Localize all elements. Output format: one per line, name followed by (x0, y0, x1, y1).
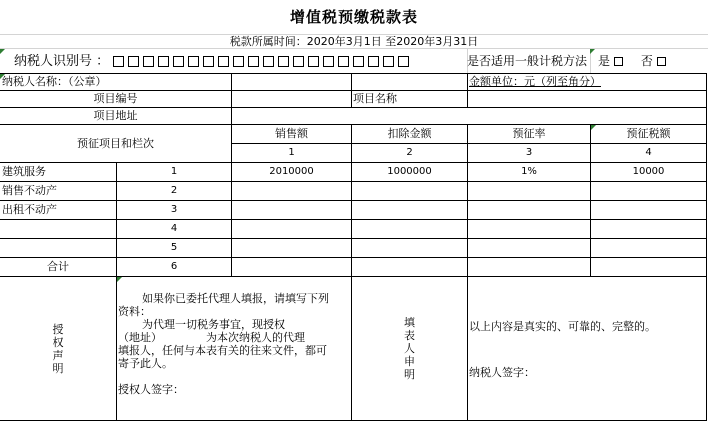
general-method-row (467, 49, 587, 73)
deduction-cell[interactable] (352, 182, 467, 200)
declaration-label-text (403, 316, 417, 381)
taxpayer-id-digit-box[interactable] (338, 56, 349, 67)
auth-line: 寄予此人。 (118, 357, 173, 370)
tax-cell[interactable] (591, 258, 706, 276)
vertical-label-char: 填 (404, 316, 415, 329)
comment-marker-icon (117, 277, 122, 282)
general-method-options (598, 49, 666, 73)
project-address-label: 项目地址 (93, 109, 138, 122)
declaration-label (352, 277, 467, 420)
tax-cell[interactable] (591, 220, 706, 238)
taxpayer-id-digit-box[interactable] (113, 56, 124, 67)
row-item-label (2, 239, 116, 257)
col-index: 3 (525, 147, 533, 158)
rate-cell[interactable] (468, 220, 590, 238)
project-name-field[interactable] (468, 91, 706, 107)
vertical-label-char: 授 (52, 322, 64, 336)
rate-cell[interactable]: 1% (521, 166, 537, 177)
no-label: 否 (640, 54, 653, 68)
tax-cell[interactable] (591, 201, 706, 219)
taxpayer-id-digit-box[interactable] (278, 56, 289, 67)
deduction-cell[interactable] (352, 220, 467, 238)
amount-unit: 金额单位：元（列至角分） (469, 75, 601, 88)
vertical-label-char: 权 (52, 335, 64, 349)
general-method-label: 是否适用一般计税方法 (467, 54, 588, 68)
auth-line: 填报人，任何与本表有关的往来文件，都可 (118, 344, 327, 357)
project-number-field[interactable] (232, 91, 351, 107)
declaration-statement: 以上内容是真实的、可靠的、完整的。 (469, 320, 656, 333)
tax-cell[interactable] (591, 239, 706, 257)
taxpayer-id-digit-box[interactable] (383, 56, 394, 67)
address-label: （地址） (118, 331, 162, 344)
taxpayer-id-label: 纳税人识别号 ： (14, 54, 110, 69)
authorization-label (0, 277, 116, 420)
border (0, 420, 707, 421)
taxpayer-id-digit-box[interactable] (398, 56, 409, 67)
auth-line-tail: 为本次纳税人的代理 (206, 331, 305, 344)
row-item-label: 合计 (47, 260, 69, 273)
rate-cell[interactable] (468, 258, 590, 276)
authorization-text (118, 292, 350, 396)
taxpayer-id-digit-box[interactable] (323, 56, 334, 67)
line-number: 1 (170, 166, 178, 177)
col-sales: 销售额 (275, 127, 308, 140)
line-number: 5 (170, 242, 178, 253)
row-item-label: 出租不动产 (2, 203, 57, 216)
no-checkbox[interactable] (657, 57, 666, 66)
auth-line: 资料： (118, 305, 151, 318)
taxpayer-id-digit-box[interactable] (263, 56, 274, 67)
vertical-label-char: 明 (52, 361, 64, 375)
project-number-label: 项目编号 (93, 92, 138, 105)
auth-line: 如果你已委托代理人填报，请填写下列 (142, 292, 329, 305)
taxpayer-id-digit-box[interactable] (158, 56, 169, 67)
tax-cell[interactable]: 10000 (632, 166, 665, 177)
tax-cell[interactable] (591, 182, 706, 200)
taxpayer-name-label: 纳税人名称：（公章） (2, 75, 107, 88)
border (467, 276, 468, 420)
taxpayer-id-digit-box[interactable] (233, 56, 244, 67)
taxpayer-signature-label: 纳税人签字： (469, 366, 535, 379)
sales-cell[interactable] (232, 220, 351, 238)
project-address-field[interactable] (232, 108, 706, 124)
comment-marker-icon (0, 49, 5, 54)
col-tax: 预征税额 (626, 127, 671, 140)
row-item-label (2, 220, 116, 238)
col-rate: 预征率 (512, 127, 546, 140)
form-title: 增值税预缴税款表 (289, 8, 418, 26)
rate-cell[interactable] (468, 182, 590, 200)
auth-line: 为代理一切税务事宜，现授权 (142, 318, 285, 331)
vertical-label-char: 人 (404, 342, 415, 355)
taxpayer-id-digit-box[interactable] (188, 56, 199, 67)
line-number: 2 (170, 185, 178, 196)
line-number: 6 (170, 261, 178, 272)
comment-marker-icon (590, 49, 595, 54)
deduction-cell[interactable] (352, 201, 467, 219)
taxpayer-id-digit-box[interactable] (293, 56, 304, 67)
sales-cell[interactable] (232, 182, 351, 200)
project-name-label: 项目名称 (353, 92, 397, 105)
taxpayer-id-digit-box[interactable] (368, 56, 379, 67)
col-index: 1 (288, 147, 295, 158)
taxpayer-id-digit-box[interactable] (353, 56, 364, 67)
line-number: 4 (170, 223, 178, 234)
col-index: 4 (645, 147, 652, 158)
deduction-cell[interactable] (352, 239, 467, 257)
taxpayer-id-digit-box[interactable] (308, 56, 319, 67)
row-header: 预征项目和栏次 (77, 137, 154, 150)
rate-cell[interactable] (468, 201, 590, 219)
authorization-label-text (51, 323, 65, 375)
taxpayer-id-digit-box[interactable] (248, 56, 259, 67)
rate-cell[interactable] (468, 239, 590, 257)
col-deduction: 扣除金额 (387, 127, 432, 140)
taxpayer-id-row (0, 49, 413, 73)
sales-cell[interactable] (232, 201, 351, 219)
auth-line (118, 331, 350, 344)
sales-cell[interactable] (232, 258, 351, 276)
taxpayer-id-boxes[interactable] (113, 54, 413, 68)
row-item-label: 销售不动产 (2, 184, 57, 197)
sales-cell[interactable]: 2010000 (269, 166, 314, 177)
authorizer-signature-label: 授权人签字： (118, 383, 184, 396)
taxpayer-id-digit-box[interactable] (203, 56, 214, 67)
yes-label: 是 (598, 54, 611, 68)
vertical-label-char: 声 (52, 348, 64, 362)
sales-cell[interactable] (232, 239, 351, 257)
vertical-label-char: 明 (404, 368, 415, 381)
taxpayer-name-field[interactable] (232, 74, 351, 90)
border (706, 73, 707, 421)
yes-checkbox[interactable] (614, 57, 623, 66)
tax-period: 税款所属时间：2020年3月1日 至2020年3月31日 (229, 35, 479, 48)
col-index: 2 (406, 147, 413, 158)
line-number: 3 (170, 204, 178, 215)
taxpayer-id-digit-box[interactable] (143, 56, 154, 67)
vertical-label-char: 申 (404, 355, 415, 368)
row-item-label: 建筑服务 (2, 165, 46, 178)
taxpayer-id-digit-box[interactable] (128, 56, 139, 67)
deduction-cell[interactable]: 1000000 (387, 166, 432, 177)
taxpayer-id-digit-box[interactable] (218, 56, 229, 67)
deduction-cell[interactable] (352, 258, 467, 276)
border (351, 73, 352, 107)
vertical-label-char: 表 (404, 329, 415, 342)
taxpayer-id-digit-box[interactable] (173, 56, 184, 67)
